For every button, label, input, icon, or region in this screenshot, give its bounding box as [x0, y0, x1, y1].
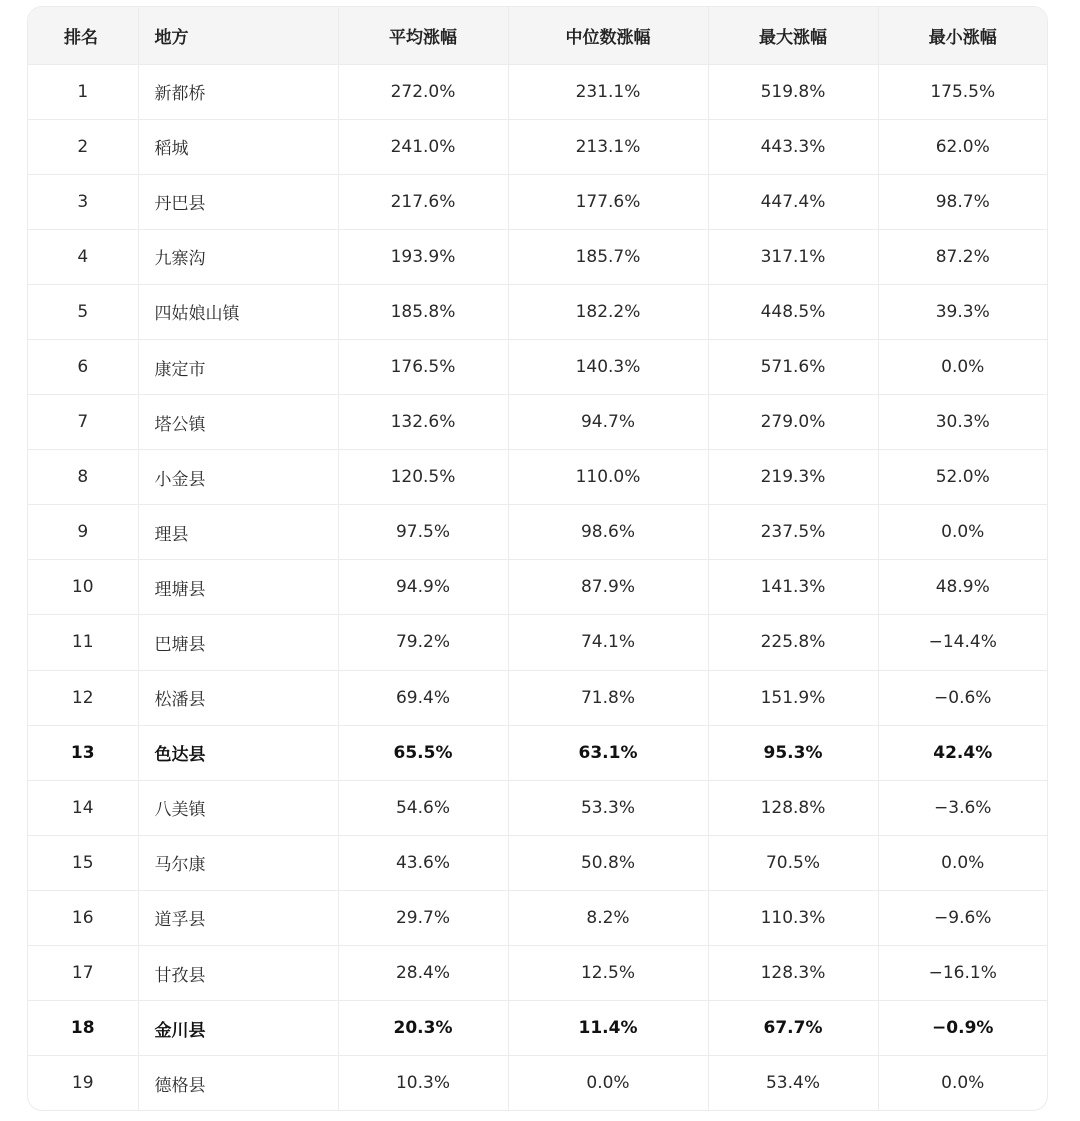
cell-place: 道孚县: [138, 890, 338, 945]
cell-avg: 69.4%: [338, 670, 508, 725]
cell-avg: 97.5%: [338, 505, 508, 560]
cell-avg: 132.6%: [338, 395, 508, 450]
cell-avg: 217.6%: [338, 174, 508, 229]
cell-place: 甘孜县: [138, 946, 338, 1001]
cell-max: 519.8%: [708, 64, 878, 119]
table-row: [28, 1001, 1047, 1056]
cell-avg: 94.9%: [338, 560, 508, 615]
cell-place: 九寨沟: [138, 229, 338, 284]
cell-median: 185.7%: [508, 229, 708, 284]
cell-rank: 8: [28, 450, 138, 505]
table-row: [28, 560, 1047, 615]
cell-avg: 43.6%: [338, 835, 508, 890]
cell-median: 213.1%: [508, 119, 708, 174]
table-row: [28, 450, 1047, 505]
cell-rank: 9: [28, 505, 138, 560]
cell-rank: 2: [28, 119, 138, 174]
cell-place: 理县: [138, 505, 338, 560]
cell-place: 四姑娘山镇: [138, 284, 338, 339]
cell-max: 443.3%: [708, 119, 878, 174]
table-body: [28, 64, 1047, 1110]
cell-place: 金川县: [138, 1001, 338, 1056]
cell-rank: 7: [28, 395, 138, 450]
cell-place: 马尔康: [138, 835, 338, 890]
cell-place: 八美镇: [138, 780, 338, 835]
cell-place: 丹巴县: [138, 174, 338, 229]
cell-rank: 17: [28, 946, 138, 1001]
cell-rank: 14: [28, 780, 138, 835]
table-row: [28, 1056, 1047, 1110]
ranking-table-card: [28, 7, 1047, 1110]
cell-min: 62.0%: [878, 119, 1047, 174]
table-row: [28, 229, 1047, 284]
cell-avg: 65.5%: [338, 725, 508, 780]
cell-avg: 241.0%: [338, 119, 508, 174]
cell-max: 225.8%: [708, 615, 878, 670]
cell-max: 70.5%: [708, 835, 878, 890]
cell-median: 8.2%: [508, 890, 708, 945]
cell-rank: 19: [28, 1056, 138, 1110]
table-row: [28, 64, 1047, 119]
table-row: [28, 670, 1047, 725]
header-median: 中位数涨幅: [508, 7, 708, 64]
cell-max: 95.3%: [708, 725, 878, 780]
cell-max: 110.3%: [708, 890, 878, 945]
cell-min: −0.9%: [878, 1001, 1047, 1056]
cell-place: 理塘县: [138, 560, 338, 615]
cell-min: 48.9%: [878, 560, 1047, 615]
table-row: [28, 395, 1047, 450]
cell-rank: 1: [28, 64, 138, 119]
cell-median: 87.9%: [508, 560, 708, 615]
cell-place: 康定市: [138, 339, 338, 394]
cell-rank: 3: [28, 174, 138, 229]
cell-rank: 16: [28, 890, 138, 945]
ranking-table: [28, 7, 1047, 1110]
cell-max: 128.3%: [708, 946, 878, 1001]
cell-max: 219.3%: [708, 450, 878, 505]
cell-median: 98.6%: [508, 505, 708, 560]
cell-min: 39.3%: [878, 284, 1047, 339]
header-min: 最小涨幅: [878, 7, 1047, 64]
cell-place: 稻城: [138, 119, 338, 174]
cell-place: 德格县: [138, 1056, 338, 1110]
cell-avg: 193.9%: [338, 229, 508, 284]
cell-place: 塔公镇: [138, 395, 338, 450]
cell-max: 447.4%: [708, 174, 878, 229]
cell-median: 11.4%: [508, 1001, 708, 1056]
table-row: [28, 725, 1047, 780]
cell-avg: 185.8%: [338, 284, 508, 339]
table-row: [28, 339, 1047, 394]
cell-avg: 79.2%: [338, 615, 508, 670]
table-row: [28, 174, 1047, 229]
cell-min: 0.0%: [941, 1073, 985, 1094]
cell-rank: 12: [28, 670, 138, 725]
cell-avg: 176.5%: [338, 339, 508, 394]
cell-max: 67.7%: [708, 1001, 878, 1056]
cell-max: 128.8%: [708, 780, 878, 835]
cell-max: 571.6%: [708, 339, 878, 394]
table-row: [28, 835, 1047, 890]
cell-min: −0.6%: [878, 670, 1047, 725]
cell-rank: 5: [28, 284, 138, 339]
cell-place: 色达县: [138, 725, 338, 780]
cell-median: 63.1%: [508, 725, 708, 780]
cell-place: 松潘县: [138, 670, 338, 725]
cell-median: 50.8%: [508, 835, 708, 890]
cell-min: 0.0%: [878, 835, 1047, 890]
cell-max: 237.5%: [708, 505, 878, 560]
cell-rank: 10: [28, 560, 138, 615]
cell-place: 小金县: [138, 450, 338, 505]
cell-median: 231.1%: [508, 64, 708, 119]
cell-rank: 6: [28, 339, 138, 394]
cell-median: 53.3%: [508, 780, 708, 835]
cell-min: −9.6%: [878, 890, 1047, 945]
cell-min: 0.0%: [878, 339, 1047, 394]
cell-min: 0.0%: [878, 505, 1047, 560]
cell-min: −3.6%: [878, 780, 1047, 835]
cell-median: 110.0%: [508, 450, 708, 505]
table-row: [28, 946, 1047, 1001]
cell-max: 448.5%: [708, 284, 878, 339]
cell-median: 182.2%: [508, 284, 708, 339]
cell-max: 141.3%: [708, 560, 878, 615]
header-avg: 平均涨幅: [338, 7, 508, 64]
cell-avg: 54.6%: [338, 780, 508, 835]
table-header-row: [28, 7, 1047, 64]
header-place: 地方: [138, 7, 338, 64]
cell-avg: 20.3%: [338, 1001, 508, 1056]
cell-max: 151.9%: [708, 670, 878, 725]
cell-avg: 29.7%: [338, 890, 508, 945]
table-row: [28, 284, 1047, 339]
table-row: [28, 615, 1047, 670]
cell-max: 53.4%: [708, 1056, 878, 1110]
cell-median: 74.1%: [508, 615, 708, 670]
cell-median: 12.5%: [508, 946, 708, 1001]
cell-place: 巴塘县: [138, 615, 338, 670]
cell-avg: 10.3%: [338, 1056, 508, 1110]
cell-max: 317.1%: [708, 229, 878, 284]
cell-min: 30.3%: [878, 395, 1047, 450]
cell-rank: 4: [28, 229, 138, 284]
table-row: [28, 119, 1047, 174]
header-rank: 排名: [28, 7, 138, 64]
cell-rank: 11: [28, 615, 138, 670]
cell-rank: 15: [28, 835, 138, 890]
cell-min: −16.1%: [878, 946, 1047, 1001]
cell-median: 0.0%: [508, 1056, 708, 1110]
cell-avg: 28.4%: [338, 946, 508, 1001]
cell-min: 52.0%: [878, 450, 1047, 505]
cell-min: −14.4%: [878, 615, 1047, 670]
cell-avg: 120.5%: [338, 450, 508, 505]
cell-median: 71.8%: [508, 670, 708, 725]
cell-median: 140.3%: [508, 339, 708, 394]
cell-max: 279.0%: [708, 395, 878, 450]
table-row: [28, 780, 1047, 835]
cell-median: 177.6%: [508, 174, 708, 229]
cell-min: 175.5%: [878, 64, 1047, 119]
cell-min: 87.2%: [878, 229, 1047, 284]
cell-min: 42.4%: [878, 725, 1047, 780]
header-max: 最大涨幅: [708, 7, 878, 64]
cell-place: 新都桥: [138, 64, 338, 119]
cell-avg: 272.0%: [338, 64, 508, 119]
table-row: [28, 890, 1047, 945]
cell-median: 94.7%: [508, 395, 708, 450]
cell-min: 98.7%: [878, 174, 1047, 229]
cell-rank: 18: [28, 1001, 138, 1056]
cell-rank: 13: [28, 725, 138, 780]
table-row: [28, 505, 1047, 560]
